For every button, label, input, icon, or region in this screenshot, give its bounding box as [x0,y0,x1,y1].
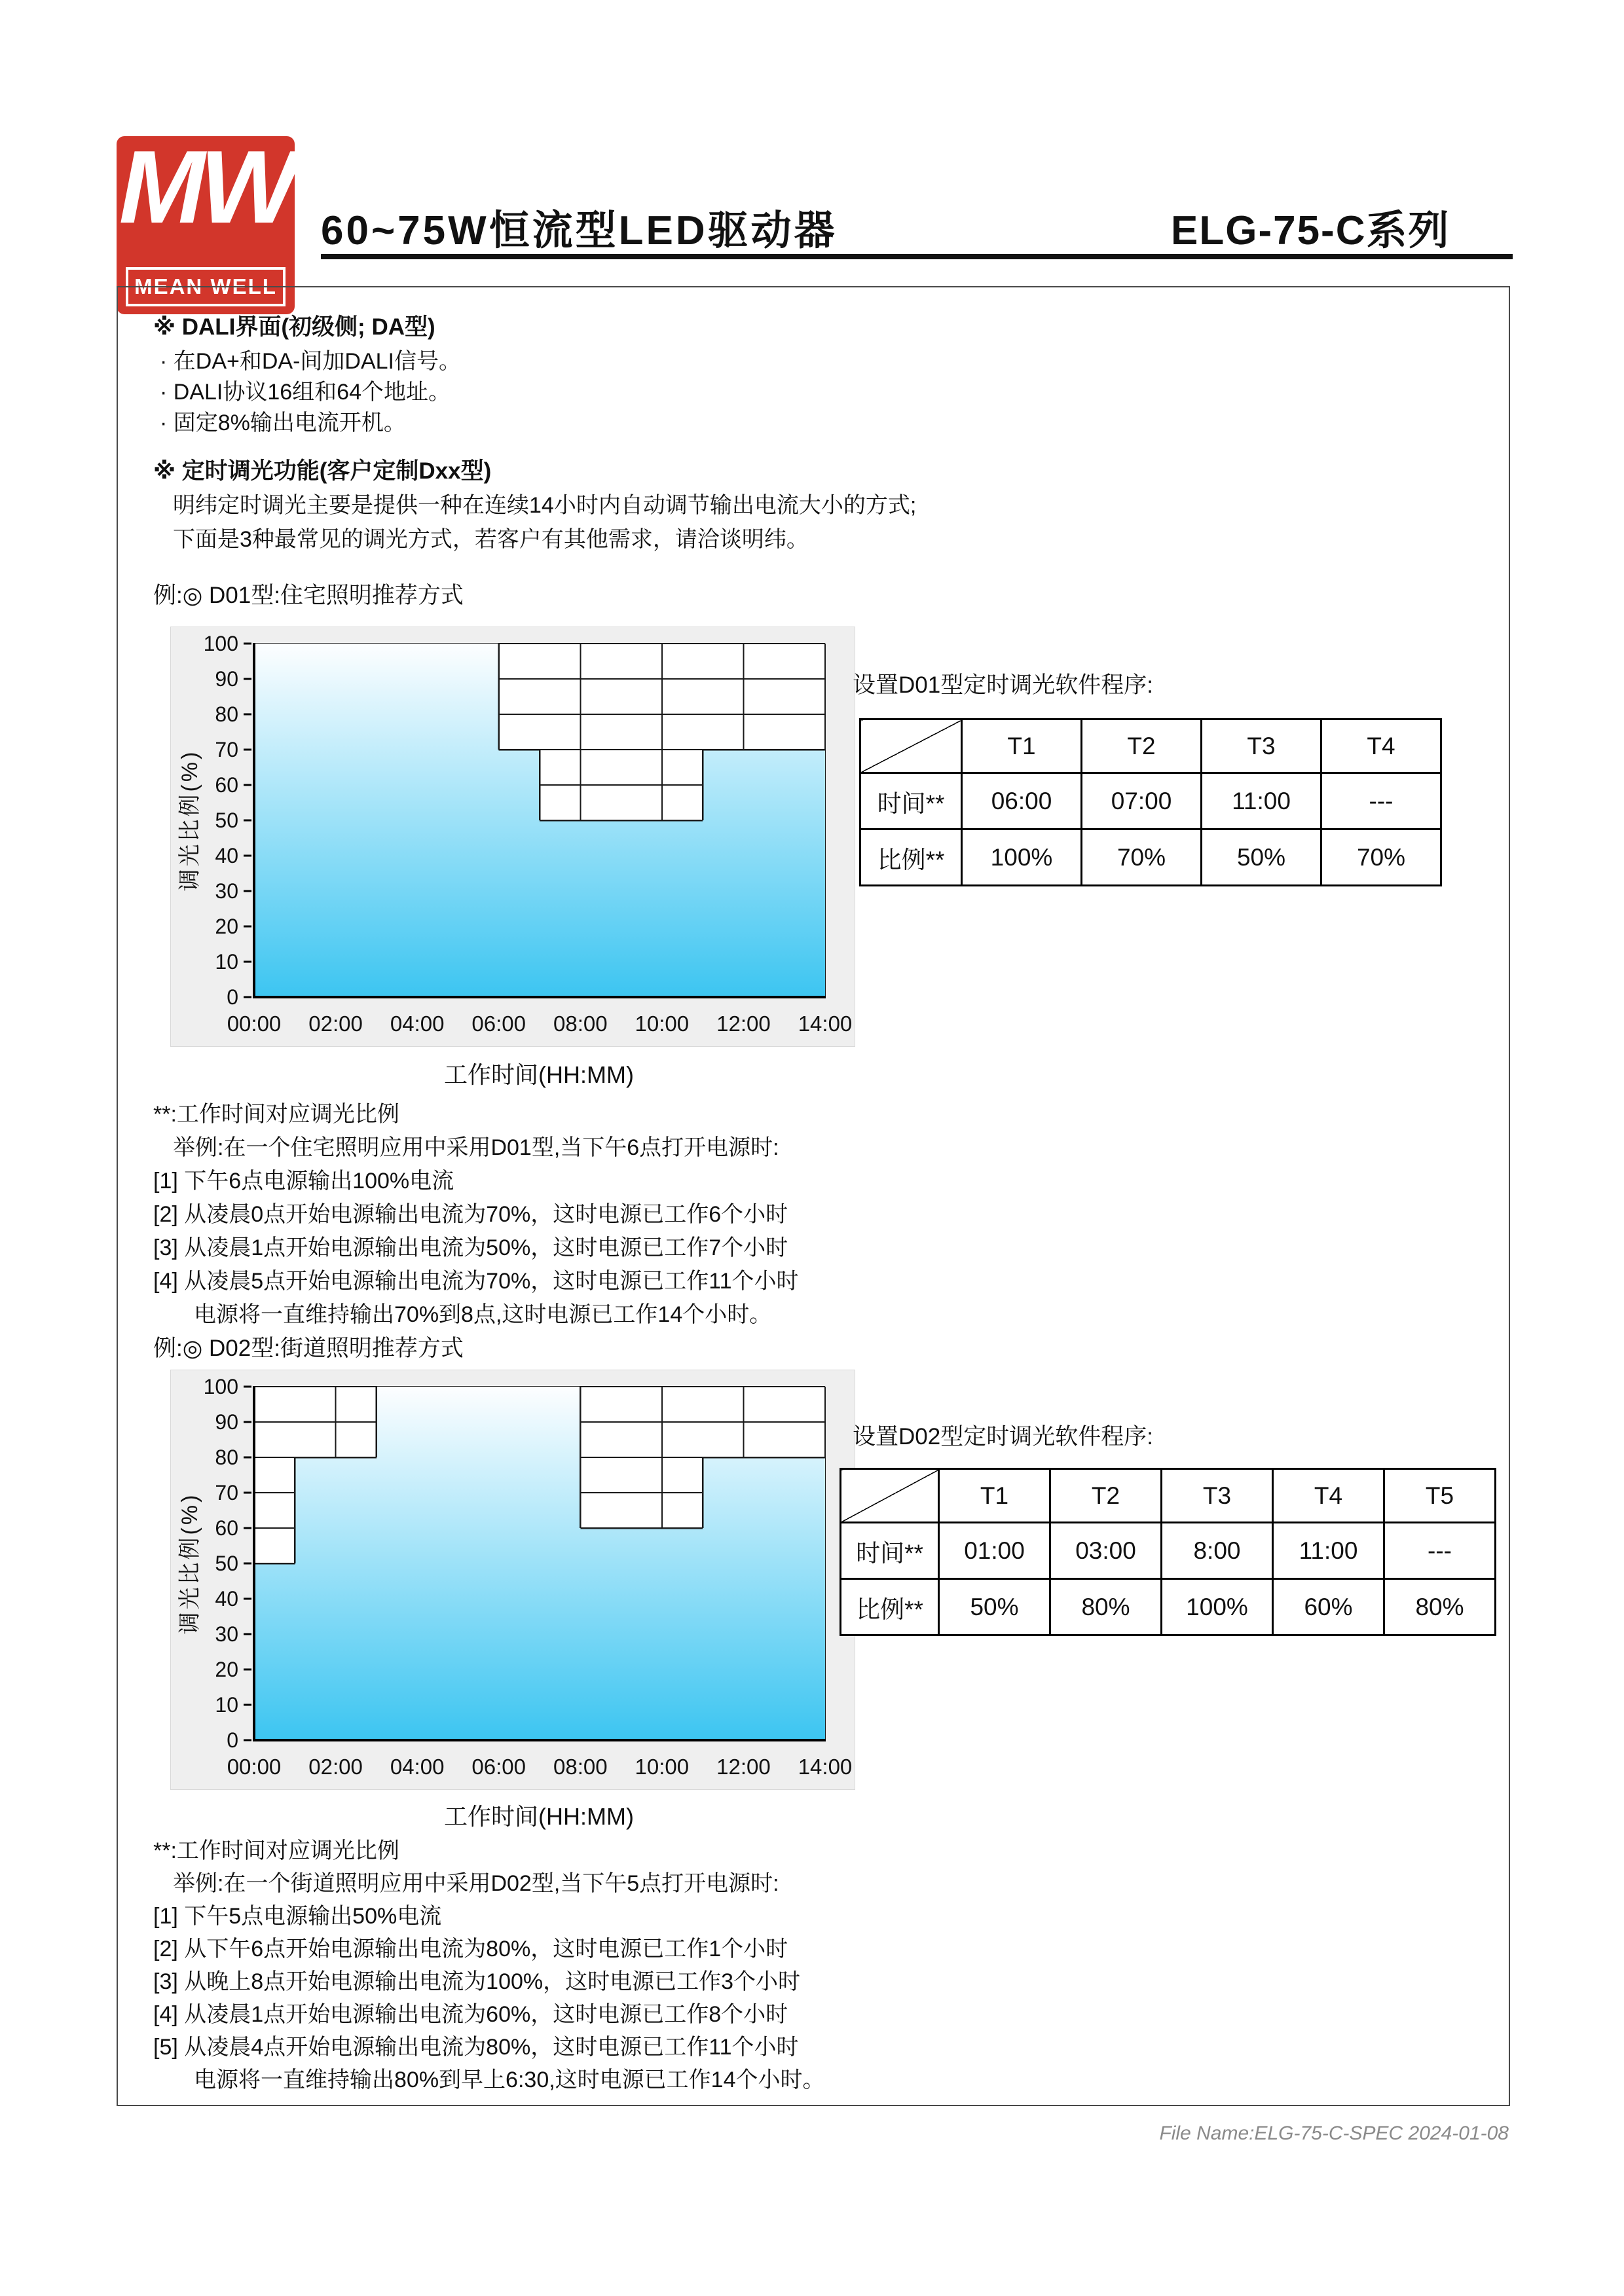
svg-text:30: 30 [215,1622,238,1646]
table-col-header: T1 [939,1469,1050,1523]
svg-text:70: 70 [215,738,238,761]
svg-text:20: 20 [215,1658,238,1681]
dali-bullet: · DALI协议16组和64个地址。 [160,380,451,405]
svg-text:60: 60 [215,773,238,797]
table-cell: 11:00 [1273,1523,1384,1579]
note-line: 电源将一直维持输出80%到早上6:30,这时电源已工作14个小时。 [194,2068,825,2092]
note-line: [1] 下午5点电源输出50%电流 [153,1904,442,1929]
table-cell: 70% [1321,829,1441,886]
mw-logo-glyph: MW [119,130,293,245]
d02-program-table [840,1468,1496,1636]
note-line: [2] 从下午6点开始电源输出电流为80%，这时电源已工作1个小时 [153,1937,788,1961]
content-frame [117,286,1510,2106]
note-line: 电源将一直维持输出70%到8点,这时电源已工作14个小时。 [194,1302,772,1327]
table-col-header: T5 [1384,1469,1496,1523]
table-col-header: T3 [1202,720,1321,773]
svg-text:12:00: 12:00 [716,1011,771,1036]
table-cell: 50% [939,1579,1050,1635]
page-title: 60~75W恒流型LED驱动器 [321,208,838,253]
svg-text:04:00: 04:00 [390,1011,445,1036]
header-rule [321,254,1513,259]
note-line: **:工作时间对应调光比例 [153,1838,399,1863]
note-line: 举例:在一个街道照明应用中采用D02型,当下午5点打开电源时: [173,1871,779,1896]
note-line: [3] 从晚上8点开始电源输出电流为100%，这时电源已工作3个小时 [153,1969,801,1994]
diagonal-cell [860,720,962,773]
series-title: ELG-75-C系列 [1171,208,1450,253]
svg-text:08:00: 08:00 [553,1755,608,1779]
d02-example-label: 例:◎ D02型:街道照明推荐方式 [153,1336,464,1361]
timing-line: 明纬定时调光主要是提供一种在连续14小时内自动调节输出电流大小的方式; [173,493,917,518]
note-line: [4] 从凌晨5点开始电源输出电流为70%，这时电源已工作11个小时 [153,1269,799,1294]
svg-text:12:00: 12:00 [716,1755,771,1779]
x-ticks [227,1011,853,1036]
table-cell: 03:00 [1050,1523,1162,1579]
table-cell: 60% [1273,1579,1384,1635]
svg-text:10:00: 10:00 [635,1755,690,1779]
table-col-header: T4 [1321,720,1441,773]
dali-bullet: · 固定8%输出电流开机。 [160,410,406,435]
y-ticks [204,1375,251,1752]
d01-table-title: 设置D01型定时调光软件程序: [853,672,1153,698]
table-cell: 8:00 [1162,1523,1273,1579]
svg-text:20: 20 [215,915,238,938]
table-cell: 80% [1050,1579,1162,1635]
timing-line: 下面是3种最常见的调光方式，若客户有其他需求，请洽谈明纬。 [173,527,809,552]
table-col-header: T2 [1082,720,1202,773]
svg-text:40: 40 [215,844,238,867]
table-col-header: T2 [1050,1469,1162,1523]
table-cell: 80% [1384,1579,1496,1635]
svg-text:10: 10 [215,950,238,974]
dali-bullet: · 在DA+和DA-间加DALI信号。 [160,349,461,374]
note-line: [5] 从凌晨4点开始电源输出电流为80%，这时电源已工作11个小时 [153,2035,799,2060]
timing-heading: ※ 定时调光功能(客户定制Dxx型) [153,458,492,484]
svg-text:10: 10 [215,1693,238,1717]
d01-x-axis-title: 工作时间(HH:MM) [444,1061,634,1088]
table-col-header: T3 [1162,1469,1273,1523]
dimming-chart-svg [171,627,855,1046]
d01-example-label: 例:◎ D01型:住宅照明推荐方式 [153,583,464,608]
y-axis-title: 调光比例(%) [177,749,202,892]
y-ticks [204,632,251,1009]
table-cell: --- [1384,1523,1496,1579]
table-cell: 01:00 [939,1523,1050,1579]
svg-text:100: 100 [203,632,238,655]
table-row-label: 时间** [841,1523,939,1579]
diagonal-cell [841,1469,939,1523]
table-col-header: T4 [1273,1469,1384,1523]
note-line: [1] 下午6点电源输出100%电流 [153,1169,454,1194]
svg-text:10:00: 10:00 [635,1011,690,1036]
d02-chart-panel [170,1370,855,1790]
table-cell: 100% [962,829,1082,886]
svg-text:04:00: 04:00 [390,1755,445,1779]
svg-text:50: 50 [215,1552,238,1575]
note-line: [2] 从凌晨0点开始电源输出电流为70%，这时电源已工作6个小时 [153,1202,788,1227]
svg-text:14:00: 14:00 [798,1011,853,1036]
x-ticks [227,1755,853,1779]
table-row-label: 比例** [860,829,962,886]
svg-text:00:00: 00:00 [227,1755,282,1779]
table-cell: 50% [1202,829,1321,886]
d01-chart-panel [170,627,855,1047]
table-cell: 06:00 [962,773,1082,829]
table-cell: --- [1321,773,1441,829]
svg-text:0: 0 [227,985,238,1009]
svg-text:06:00: 06:00 [471,1755,526,1779]
note-line: **:工作时间对应调光比例 [153,1102,399,1127]
svg-text:50: 50 [215,809,238,832]
d02-x-axis-title: 工作时间(HH:MM) [444,1803,634,1830]
svg-text:06:00: 06:00 [471,1011,526,1036]
note-line: [3] 从凌晨1点开始电源输出电流为50%，这时电源已工作7个小时 [153,1235,788,1260]
table-row-label: 比例** [841,1579,939,1635]
note-line: 举例:在一个住宅照明应用中采用D01型,当下午6点打开电源时: [173,1135,779,1160]
table-cell: 70% [1082,829,1202,886]
svg-text:70: 70 [215,1481,238,1504]
svg-text:90: 90 [215,667,238,691]
dimming-chart-svg [171,1370,855,1789]
svg-text:80: 80 [215,702,238,726]
dali-heading: ※ DALI界面(初级侧; DA型) [153,314,435,340]
footer-file-name: File Name:ELG-75-C-SPEC 2024-01-08 [1159,2123,1509,2144]
table-cell: 100% [1162,1579,1273,1635]
svg-text:0: 0 [227,1728,238,1752]
svg-text:02:00: 02:00 [308,1011,363,1036]
svg-text:08:00: 08:00 [553,1011,608,1036]
d01-notes [153,1098,799,1332]
y-axis-title: 调光比例(%) [177,1492,202,1635]
svg-text:90: 90 [215,1410,238,1434]
svg-text:100: 100 [203,1375,238,1398]
d01-program-table [859,718,1442,886]
table-row-label: 时间** [860,773,962,829]
svg-text:40: 40 [215,1587,238,1611]
svg-text:30: 30 [215,879,238,903]
note-line: [4] 从凌晨1点开始电源输出电流为60%，这时电源已工作8个小时 [153,2002,788,2027]
d02-notes [153,1834,825,2096]
table-cell: 11:00 [1202,773,1321,829]
svg-text:02:00: 02:00 [308,1755,363,1779]
table-cell: 07:00 [1082,773,1202,829]
d02-table-title: 设置D02型定时调光软件程序: [853,1424,1153,1449]
mean-well-wordmark: MEAN WELL [126,267,286,306]
table-col-header: T1 [962,720,1082,773]
svg-text:60: 60 [215,1516,238,1540]
svg-text:14:00: 14:00 [798,1755,853,1779]
svg-text:00:00: 00:00 [227,1011,282,1036]
svg-text:80: 80 [215,1446,238,1469]
